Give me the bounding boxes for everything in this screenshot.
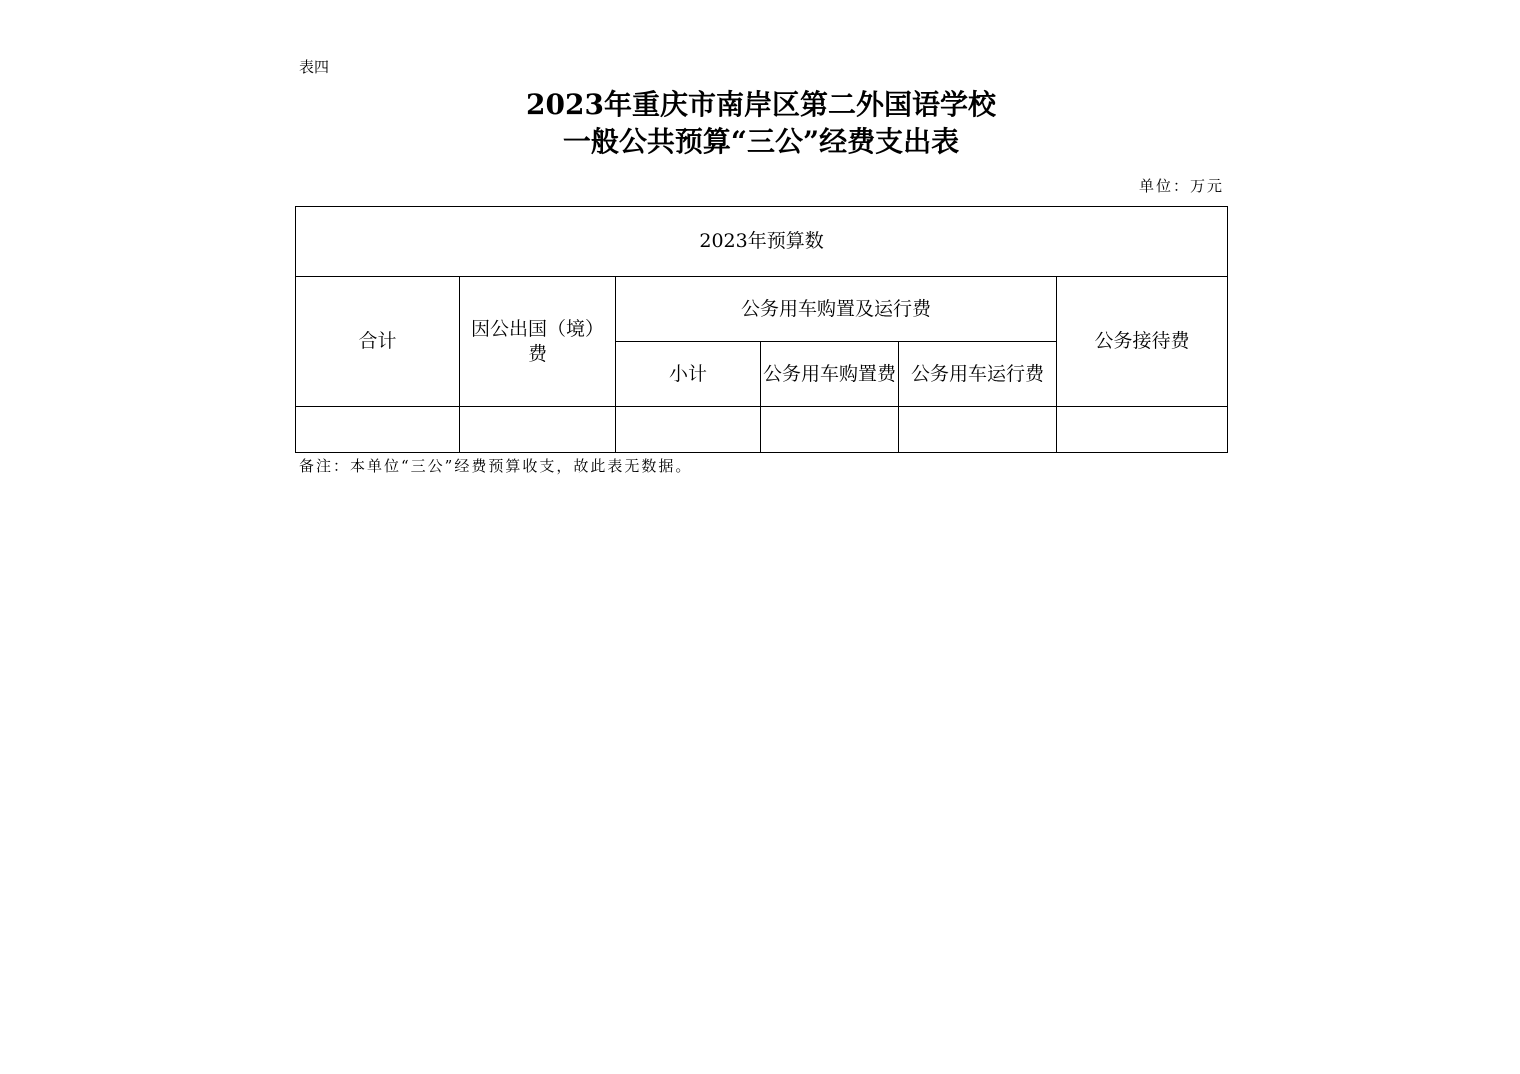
header-vehicle-operation: 公务用车运行费 bbox=[899, 342, 1057, 407]
header-vehicle-group: 公务用车购置及运行费 bbox=[616, 277, 1057, 342]
header-budget-year: 2023年预算数 bbox=[296, 207, 1228, 277]
table-header-row bbox=[296, 207, 1228, 277]
page-title-line-1: 2023年重庆市南岸区第二外国语学校 bbox=[526, 88, 996, 121]
unit-label: 单位：万元 bbox=[1138, 177, 1224, 195]
cell-overseas bbox=[460, 407, 616, 453]
cell-total bbox=[296, 407, 460, 453]
page-title-line-2: 一般公共预算“三公”经费支出表 bbox=[562, 125, 960, 158]
header-vehicle-subtotal: 小计 bbox=[616, 342, 761, 407]
header-reception-expense: 公务接待费 bbox=[1057, 277, 1228, 407]
table-label: 表四 bbox=[299, 58, 330, 76]
budget-table bbox=[295, 206, 1228, 453]
header-overseas-expense: 因公出国（境）费 bbox=[460, 277, 616, 407]
header-vehicle-purchase: 公务用车购置费 bbox=[761, 342, 899, 407]
cell-vehicle-operation bbox=[899, 407, 1057, 453]
table-row bbox=[296, 407, 1228, 453]
cell-vehicle-purchase bbox=[761, 407, 899, 453]
footnote: 备注：本单位“三公”经费预算收支，故此表无数据。 bbox=[299, 457, 693, 475]
cell-reception bbox=[1057, 407, 1228, 453]
cell-vehicle-subtotal bbox=[616, 407, 761, 453]
header-total: 合计 bbox=[296, 277, 460, 407]
table-subheader-row bbox=[296, 277, 1228, 342]
